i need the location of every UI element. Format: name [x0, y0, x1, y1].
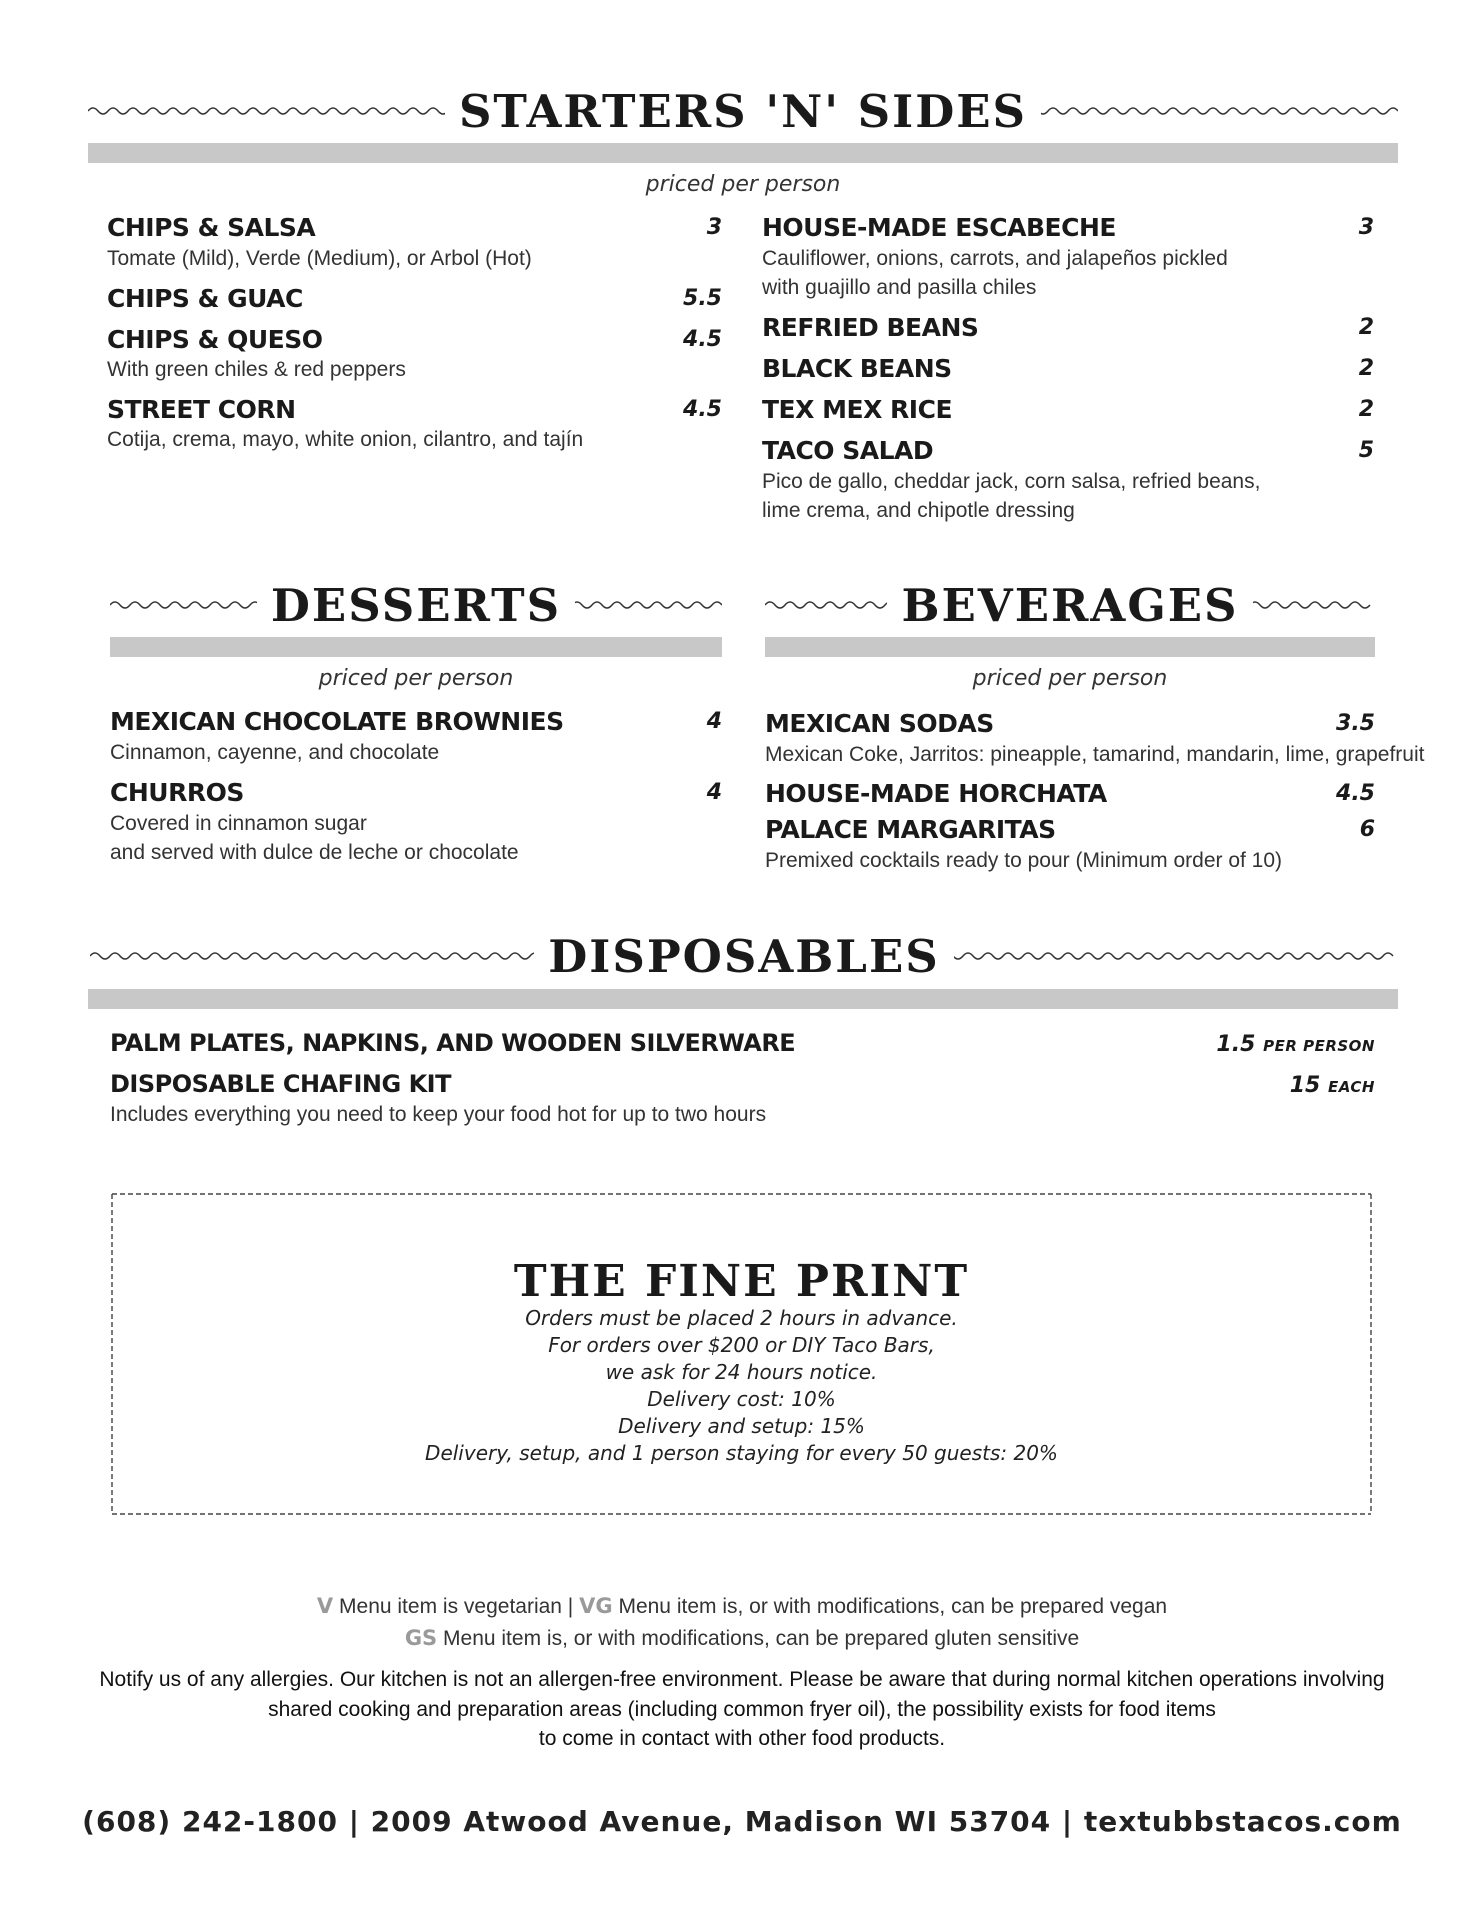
menu-item-name: CHIPS & SALSA: [107, 213, 316, 242]
legend-text-v: Menu item is vegetarian |: [339, 1595, 574, 1618]
menu-item-price: 5: [1358, 438, 1374, 463]
menu-item-name: STREET CORN: [107, 395, 296, 424]
fine-print-line: Delivery cost: 10%: [647, 1387, 836, 1411]
menu-item-price: 4.5: [683, 327, 722, 352]
price-value: 15: [1289, 1073, 1321, 1098]
section-bar: [88, 143, 1398, 163]
section-title-text: STARTERS 'N' SIDES: [445, 85, 1041, 138]
allergy-notice-line: Notify us of any allergies. Our kitchen is not an allergen-free environment. Please be aware that during normal kitchen operations involving: [99, 1668, 1385, 1691]
menu-item-desc: lime crema, and chipotle dressing: [762, 499, 1075, 522]
desserts-header: [110, 576, 722, 636]
menu-item-price: 3.5: [1336, 711, 1375, 736]
menu-item-desc: Pico de gallo, cheddar jack, corn salsa, refried beans,: [762, 470, 1261, 493]
menu-item-name: DISPOSABLE CHAFING KIT: [110, 1070, 451, 1098]
menu-item-price: 3: [1358, 215, 1374, 240]
starters-header: [88, 82, 1398, 142]
menu-item-desc: With green chiles & red peppers: [107, 358, 406, 381]
menu-item-price: 4.5: [1336, 781, 1375, 806]
price-unit: EACH: [1328, 1078, 1375, 1096]
section-bar: [765, 637, 1375, 657]
menu-item-price: 2: [1358, 397, 1374, 422]
menu-item-price: 4: [706, 709, 722, 734]
menu-item-name: PALACE MARGARITAS: [765, 815, 1056, 844]
menu-item-desc: Cauliflower, onions, carrots, and jalapeños pickled: [762, 247, 1228, 270]
section-title: [110, 576, 722, 636]
menu-item-desc: Covered in cinnamon sugar: [110, 812, 367, 835]
menu-item-price: 2: [1358, 356, 1374, 381]
menu-item-price: 2: [1358, 315, 1374, 340]
menu-item-name: TACO SALAD: [762, 436, 934, 465]
allergy-notice-line: shared cooking and preparation areas (including common fryer oil), the possibility exists for food items: [268, 1698, 1216, 1721]
beverages-header: [765, 576, 1375, 636]
disposables-header: [90, 927, 1398, 987]
menu-item-price: 6: [1359, 817, 1375, 842]
legend-text-gs: Menu item is, or with modifications, can be prepared gluten sensitive: [443, 1627, 1080, 1650]
legend-code-gs: GS: [404, 1626, 438, 1650]
menu-item-desc: Tomate (Mild), Verde (Medium), or Arbol (Hot): [107, 247, 532, 270]
menu-item-name: HOUSE-MADE ESCABECHE: [762, 213, 1116, 242]
fine-print-title: THE FINE PRINT: [513, 1256, 970, 1307]
legend-code-vg: VG: [579, 1594, 613, 1618]
fine-print-line: we ask for 24 hours notice.: [605, 1360, 878, 1384]
legend-text-vg: Menu item is, or with modifications, can be prepared vegan: [618, 1595, 1168, 1618]
menu-item-price: [1216, 1032, 1375, 1057]
fine-print-line: Delivery and setup: 15%: [618, 1414, 865, 1438]
menu-item-desc: Cinnamon, cayenne, and chocolate: [110, 741, 440, 764]
fine-print-line: For orders over $200 or DIY Taco Bars,: [548, 1333, 935, 1357]
menu-item-price: 4: [706, 780, 722, 805]
menu-item-name: HOUSE-MADE HORCHATA: [765, 779, 1107, 808]
dietary-legend-line-2: [0, 1626, 1484, 1651]
menu-item-price: 4.5: [683, 397, 722, 422]
allergy-notice-line: to come in contact with other food products.: [538, 1727, 946, 1750]
section-bar: [88, 989, 1398, 1009]
section-bar: [110, 637, 722, 657]
menu-item-name: CHIPS & QUESO: [107, 325, 323, 354]
menu-item-desc: and served with dulce de leche or chocolate: [110, 841, 519, 864]
pricing-note: priced per person: [972, 666, 1168, 691]
menu-item-desc: with guajillo and pasilla chiles: [762, 276, 1037, 299]
menu-item-desc: Cotija, crema, mayo, white onion, cilantro, and tajín: [107, 428, 584, 451]
menu-item-desc: Includes everything you need to keep your food hot for up to two hours: [110, 1103, 767, 1126]
section-title: [88, 82, 1398, 142]
section-title-text: DESSERTS: [257, 579, 575, 632]
section-title: [90, 927, 1398, 987]
section-title-text: BEVERAGES: [887, 579, 1252, 632]
menu-item-name: CHIPS & GUAC: [107, 284, 303, 313]
menu-item-price: 3: [706, 215, 722, 240]
menu-item-name: CHURROS: [110, 778, 244, 807]
contact-footer: (608) 242-1800 | 2009 Atwood Avenue, Madison WI 53704 | textubbstacos.com: [82, 1805, 1402, 1838]
menu-item-desc: Premixed cocktails ready to pour (Minimum order of 10): [765, 849, 1283, 872]
dietary-legend-line-1: [0, 1594, 1484, 1619]
menu-item-name: MEXICAN SODAS: [765, 709, 994, 738]
fine-print-line: Orders must be placed 2 hours in advance.: [525, 1306, 958, 1330]
fine-print-line: Delivery, setup, and 1 person staying for every 50 guests: 20%: [425, 1441, 1058, 1465]
pricing-note: priced per person: [318, 666, 514, 691]
price-value: 1.5: [1216, 1032, 1256, 1057]
menu-item-name: BLACK BEANS: [762, 354, 952, 383]
pricing-note: priced per person: [645, 172, 841, 197]
legend-code-v: V: [316, 1594, 334, 1618]
menu-item-name: PALM PLATES, NAPKINS, AND WOODEN SILVERWARE: [110, 1029, 796, 1057]
section-title-text: DISPOSABLES: [534, 930, 954, 983]
fine-print-box: [110, 1188, 1373, 1520]
menu-item-name: REFRIED BEANS: [762, 313, 979, 342]
price-unit: PER PERSON: [1263, 1037, 1375, 1055]
section-title: [765, 576, 1375, 636]
menu-item-desc: Mexican Coke, Jarritos: pineapple, tamarind, mandarin, lime, grapefruit: [765, 743, 1425, 766]
menu-item-price: 5.5: [683, 286, 722, 311]
menu-item-name: MEXICAN CHOCOLATE BROWNIES: [110, 707, 564, 736]
menu-item-name: TEX MEX RICE: [762, 395, 953, 424]
menu-item-price: [1290, 1073, 1375, 1098]
